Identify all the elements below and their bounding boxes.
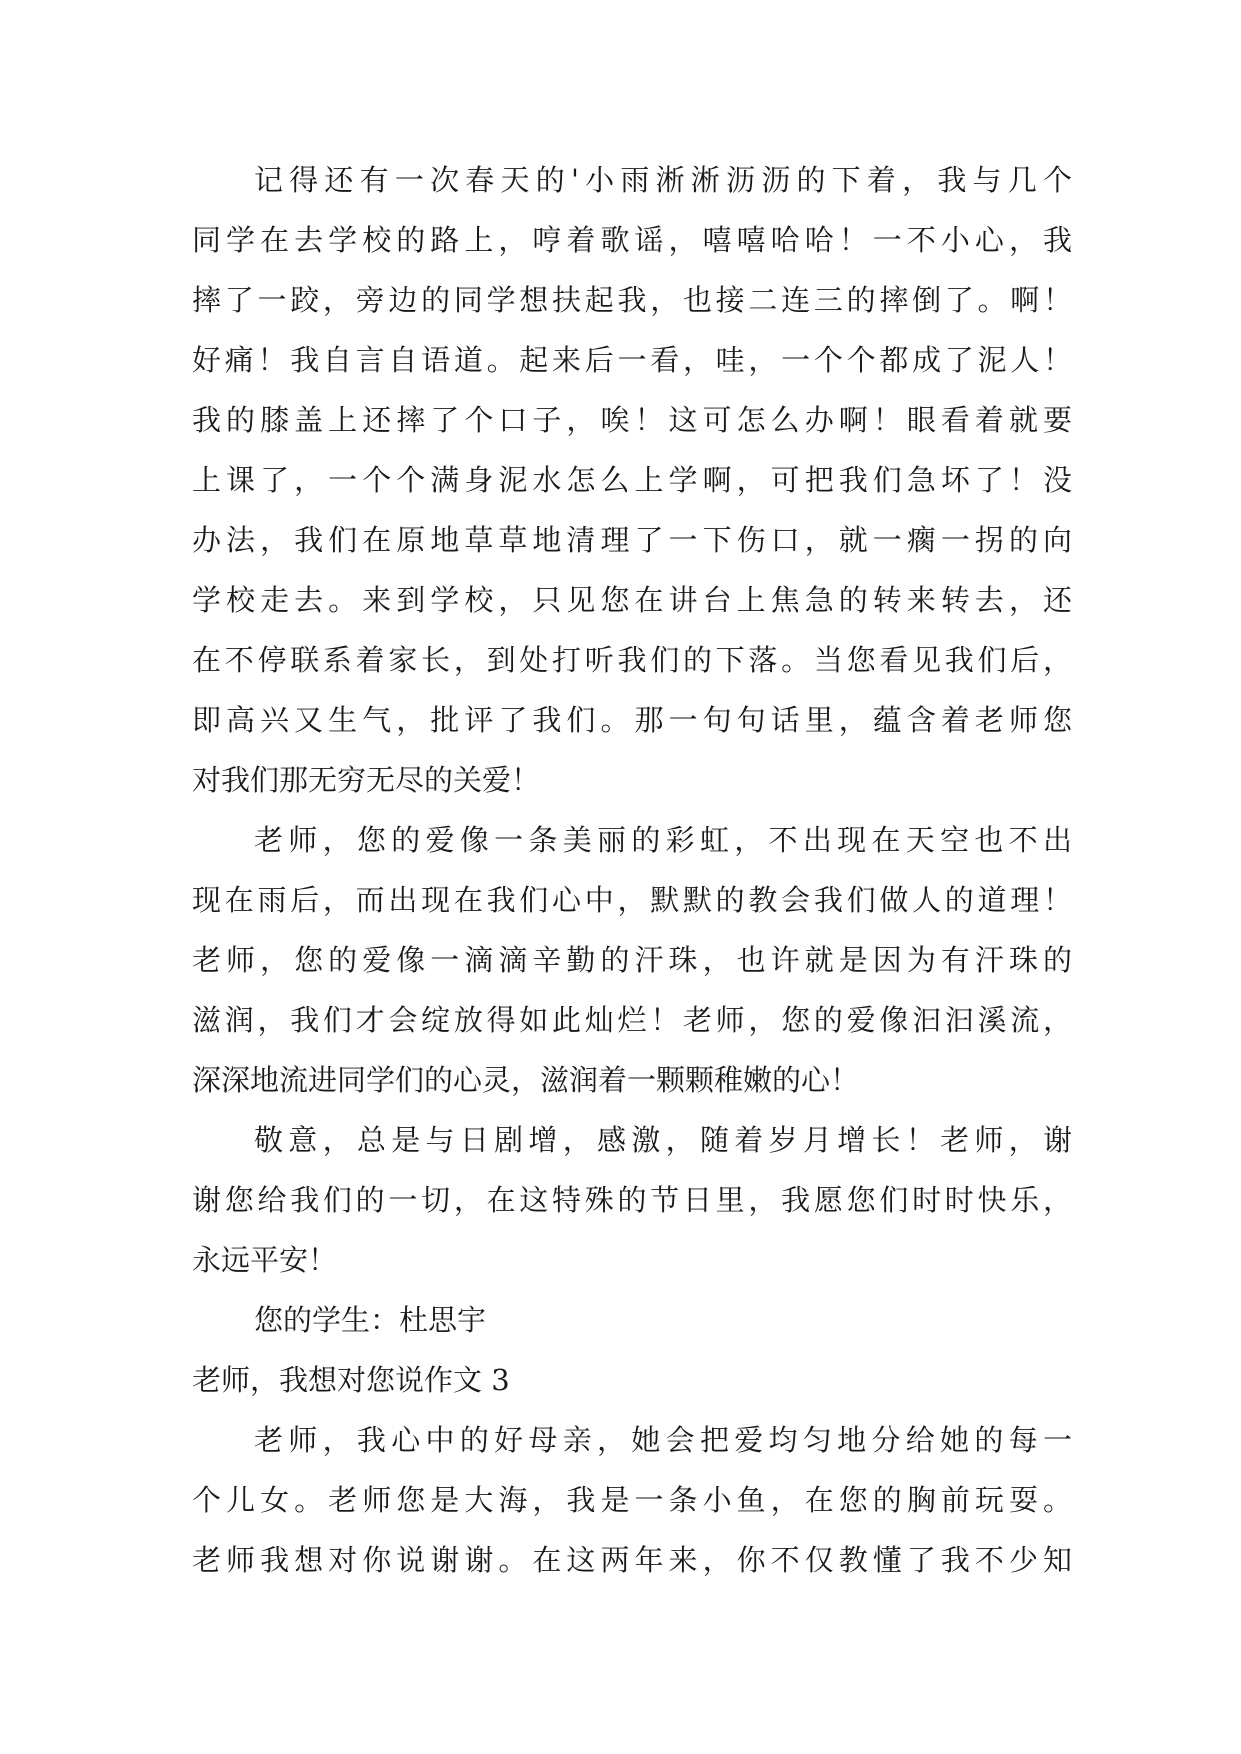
paragraph-line: 老师，您的爱像一滴滴辛勤的汗珠，也许就是因为有汗珠的	[192, 943, 1072, 977]
paragraph-line: 老师我想对你说谢谢。在这两年来，你不仅教懂了我不少知	[192, 1543, 1072, 1577]
paragraph-line: 对我们那无穷无尽的关爱！	[192, 763, 541, 797]
section-heading: 老师，我想对您说作文 3	[192, 1363, 510, 1397]
paragraph-line: 深深地流进同学们的心灵，滋润着一颗颗稚嫩的心！	[192, 1063, 860, 1097]
signature-line: 您的学生：杜思宇	[254, 1303, 487, 1337]
paragraph-line: 即高兴又生气，批评了我们。那一句句话里，蕴含着老师您	[192, 703, 1072, 737]
paragraph-line: 在不停联系着家长，到处打听我们的下落。当您看见我们后，	[192, 643, 1072, 677]
paragraph-line: 永远平安！	[192, 1243, 338, 1277]
paragraph-line: 谢您给我们的一切，在这特殊的节日里，我愿您们时时快乐，	[192, 1183, 1072, 1217]
document-body	[192, 150, 1072, 1590]
paragraph-line: 记得还有一次春天的'小雨淅淅沥沥的下着，我与几个	[254, 163, 1072, 197]
paragraph-line: 学校走去。来到学校，只见您在讲台上焦急的转来转去，还	[192, 583, 1072, 617]
paragraph-line: 现在雨后，而出现在我们心中，默默的教会我们做人的道理！	[192, 883, 1072, 917]
paragraph-line: 敬意，总是与日剧增，感激，随着岁月增长！老师，谢	[254, 1123, 1072, 1157]
paragraph-line: 同学在去学校的路上，哼着歌谣，嘻嘻哈哈！一不小心，我	[192, 223, 1072, 257]
paragraph-line: 上课了，一个个满身泥水怎么上学啊，可把我们急坏了！没	[192, 463, 1072, 497]
paragraph-line: 老师，您的爱像一条美丽的彩虹，不出现在天空也不出	[254, 823, 1072, 857]
paragraph-line: 我的膝盖上还摔了个口子，唉！这可怎么办啊！眼看着就要	[192, 403, 1072, 437]
paragraph-line: 好痛！我自言自语道。起来后一看，哇，一个个都成了泥人！	[192, 343, 1072, 377]
paragraph-line: 摔了一跤，旁边的同学想扶起我，也接二连三的摔倒了。啊！	[192, 283, 1072, 317]
paragraph-line: 滋润，我们才会绽放得如此灿烂！老师，您的爱像汩汩溪流，	[192, 1003, 1072, 1037]
paragraph-line: 老师，我心中的好母亲，她会把爱均匀地分给她的每一	[254, 1423, 1072, 1457]
paragraph-line: 办法，我们在原地草草地清理了一下伤口，就一瘸一拐的向	[192, 523, 1072, 557]
paragraph-line: 个儿女。老师您是大海，我是一条小鱼，在您的胸前玩耍。	[192, 1483, 1072, 1517]
